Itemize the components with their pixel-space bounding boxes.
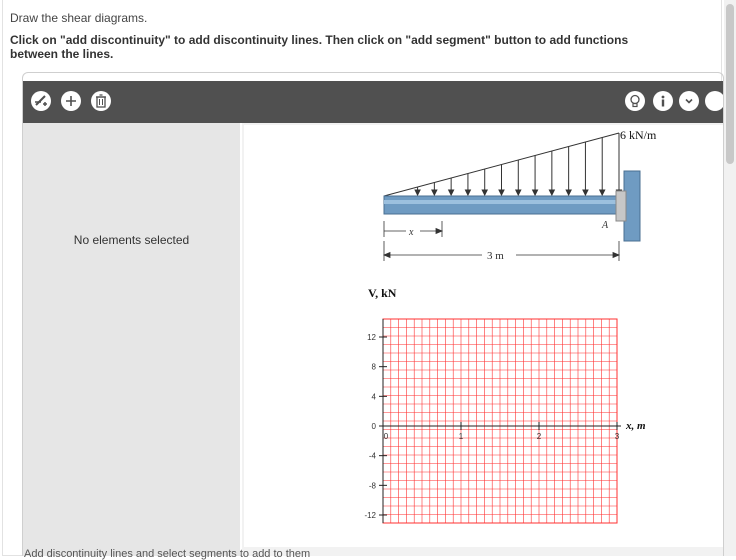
connection-plate xyxy=(616,191,626,221)
bottom-hint: Add discontinuity lines and select segments to add to them xyxy=(24,548,311,560)
more-icon[interactable] xyxy=(705,91,724,111)
load-arrowhead xyxy=(600,190,605,195)
lightbulb-icon[interactable] xyxy=(625,91,645,111)
y-tick-label: 8 xyxy=(371,362,376,372)
span-label: 3 m xyxy=(487,250,504,262)
load-arrowhead xyxy=(533,190,538,195)
properties-sidebar xyxy=(23,123,240,556)
beam-highlight xyxy=(384,200,624,204)
y-tick-label: 0 xyxy=(371,422,376,431)
toolbar xyxy=(23,81,724,123)
trash-icon[interactable] xyxy=(91,91,111,111)
load-arrowhead xyxy=(583,190,588,195)
load-arrowhead xyxy=(566,190,571,195)
drawing-canvas[interactable] xyxy=(242,123,724,556)
support-label: A xyxy=(602,220,609,231)
load-arrowhead xyxy=(465,190,470,195)
beam xyxy=(384,196,624,214)
scrollbar-thumb[interactable] xyxy=(726,4,734,164)
info-icon[interactable] xyxy=(653,91,673,111)
load-label: 6 kN/m xyxy=(620,128,657,142)
problem-figure[interactable] xyxy=(244,125,724,547)
x-label: x xyxy=(409,227,414,238)
graph-tool-panel xyxy=(22,72,724,556)
x-tick-label: 2 xyxy=(536,432,542,441)
y-tick-label: 4 xyxy=(371,392,376,402)
selection-status: No elements selected xyxy=(73,233,190,247)
add-discontinuity-icon[interactable] xyxy=(31,91,51,111)
load-arrowhead xyxy=(432,190,437,195)
chevron-down-icon[interactable] xyxy=(679,91,699,111)
scrollbar[interactable] xyxy=(724,0,736,556)
shear-grid[interactable] xyxy=(383,319,617,523)
y-axis-label: V, kN xyxy=(368,286,397,300)
load-arrowhead xyxy=(415,190,420,195)
y-tick-label: -8 xyxy=(368,481,376,491)
drawing-sheet xyxy=(244,125,724,547)
load-arrowhead xyxy=(499,190,504,195)
question-title: Draw the shear diagrams. xyxy=(10,11,148,25)
load-arrowhead xyxy=(549,190,554,195)
load-arrowhead xyxy=(516,190,521,195)
x-tick-label: 3 xyxy=(614,432,620,441)
load-arrowhead xyxy=(449,190,454,195)
y-tick-label: -12 xyxy=(364,511,376,520)
y-tick-label: -4 xyxy=(368,451,376,461)
instructions: Click on "add discontinuity" to add discontinuity lines. Then click on "add segment" button to add functions between the lines. xyxy=(10,33,629,61)
plus-icon[interactable] xyxy=(61,91,81,111)
load-arrowhead xyxy=(482,190,487,195)
x-axis-label: x, m xyxy=(626,420,646,432)
distributed-load xyxy=(384,133,622,196)
x-tick-label: 0 xyxy=(383,432,389,441)
x-tick-label: 1 xyxy=(458,432,464,441)
y-tick-label: 12 xyxy=(367,333,376,342)
